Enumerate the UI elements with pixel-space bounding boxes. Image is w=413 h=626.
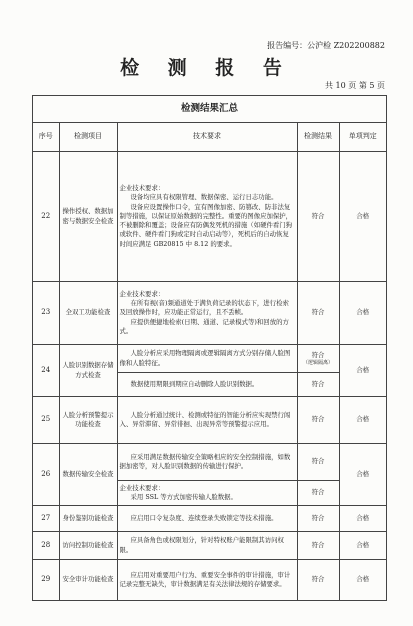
column-header-item: 检测项目 [59, 123, 117, 152]
row-requirement [117, 282, 297, 345]
row-requirement: 应采用满足数据传输安全策略相应的安全控制措施，如数据加密等，对人脸识别数据的传输进行保护。 [117, 444, 297, 481]
row-judgement: 合格 [339, 397, 386, 444]
row-judgement: 合格 [339, 506, 386, 532]
requirement-paragraph: 设备均应具有权限管理、数据保密、运行日志功能。 [130, 193, 278, 202]
row-number: 24 [33, 345, 59, 397]
row-number: 29 [33, 560, 59, 600]
row-result: 符合 [297, 282, 339, 345]
row-item: 人脸识别数据存储方式检查 [59, 345, 117, 397]
row-number: 27 [33, 506, 59, 532]
row-result: 符合 [297, 506, 339, 532]
row-result: 符合 [297, 481, 339, 506]
row-number: 23 [33, 282, 59, 345]
document-title: 检 测 报 告 [120, 57, 293, 79]
row-judgement: 合格 [339, 152, 386, 282]
column-header-judgement: 单项判定 [339, 123, 386, 152]
row-number: 25 [33, 397, 59, 444]
row-judgement: 合格 [339, 282, 386, 345]
row-item: 身份鉴别功能检查 [59, 506, 117, 532]
table-header-row [33, 123, 386, 152]
row-requirement: 人脸分析通过统计、检测或特征的智能分析应实现禁行闯入、异常滞留、异常徘徊、出现异常等预警提示应用。 [117, 397, 297, 444]
row-item: 安全审计功能检查 [59, 560, 117, 600]
row-requirement: 应启用对重要用户行为、重要安全事件的审计措施，审计记录完整无缺失，审计数据满足有关法律法规的存储要求。 [117, 560, 297, 600]
table-row [33, 397, 386, 444]
table-row [33, 282, 386, 345]
row-result: 符合 [297, 532, 339, 560]
result-note: （逻辑隔离） [302, 360, 333, 367]
requirement-paragraph: 应提供便捷地检索(日期、通道、记录模式等)和回放的方式。 [119, 317, 289, 335]
requirement-paragraph: 设备应设置操作口令，宜有图像加密、防篡改、防非法复制等措施，以保证原始数据的完整性。重要的图像应加保护，不被删除和覆盖；设备应有防偶发死机的措施（如硬件看门狗或软件、硬件看门狗或定时自动启动等），死机后的自动恢复时间应满足 GB20815 中 8.12 的要求。 [119, 202, 293, 248]
table-row [33, 345, 386, 373]
row-number: 22 [33, 152, 59, 282]
column-header-no: 序号 [33, 123, 59, 152]
row-number: 28 [33, 532, 59, 560]
requirement-heading: 企业技术要求： [119, 289, 165, 298]
row-result [297, 345, 339, 373]
row-result: 符合 [297, 444, 339, 481]
result-value: 符合 [311, 350, 325, 359]
row-requirement [117, 152, 297, 282]
column-header-requirement: 技术要求 [117, 123, 297, 152]
row-result: 符合 [297, 373, 339, 397]
row-item: 访问控制功能检查 [59, 532, 117, 560]
row-judgement: 合格 [339, 560, 386, 600]
row-requirement [117, 481, 297, 506]
row-item: 人脸分析预警提示功能检查 [59, 397, 117, 444]
table-row [33, 560, 386, 600]
table-row [33, 152, 386, 282]
row-result: 符合 [297, 560, 339, 600]
row-requirement: 数据使用期限到期应自动删除人脸识别数据。 [117, 373, 297, 397]
row-number: 26 [33, 444, 59, 506]
row-result: 符合 [297, 397, 339, 444]
row-item: 数据传输安全检查 [59, 444, 117, 506]
row-judgement: 合格 [339, 532, 386, 560]
requirement-heading: 企业技术要求： [119, 184, 165, 193]
row-requirement: 人脸分析应采用物理隔离或逻辑隔离方式分别存储人脸图像和人脸特征。 [117, 345, 297, 373]
requirement-paragraph: 在所有视(音)频通道处于满负荷记录的状态下，进行检索及回放操作时，应功能正常运行，且不丢帧。 [119, 299, 289, 317]
row-item: 操作授权、数据加密与数据安全检查 [59, 152, 117, 282]
column-header-result: 检测结果 [297, 123, 339, 152]
row-result: 符合 [297, 152, 339, 282]
table-row [33, 444, 386, 481]
row-requirement: 应启用口令复杂度、连续登录失败锁定等技术措施。 [117, 506, 297, 532]
row-item: 全双工功能检查 [59, 282, 117, 345]
table-title: 检测结果汇总 [33, 96, 386, 123]
table-row [33, 506, 386, 532]
row-requirement: 应具备角色或权限划分，针对特权账户能限制其访问权限。 [117, 532, 297, 560]
requirement-heading: 企业技术要求： [119, 483, 165, 492]
report-number: 报告编号：公沪检 Z202200882 [267, 41, 385, 50]
results-summary-sheet [32, 95, 387, 601]
requirement-paragraph: 采用 SSL 等方式加密传输人脸数据。 [130, 493, 237, 501]
row-judgement: 合格 [339, 345, 386, 397]
table-row [33, 532, 386, 560]
page-info: 共 10 页 第 5 页 [325, 81, 385, 90]
row-judgement: 合格 [339, 444, 386, 506]
results-table [33, 123, 386, 600]
